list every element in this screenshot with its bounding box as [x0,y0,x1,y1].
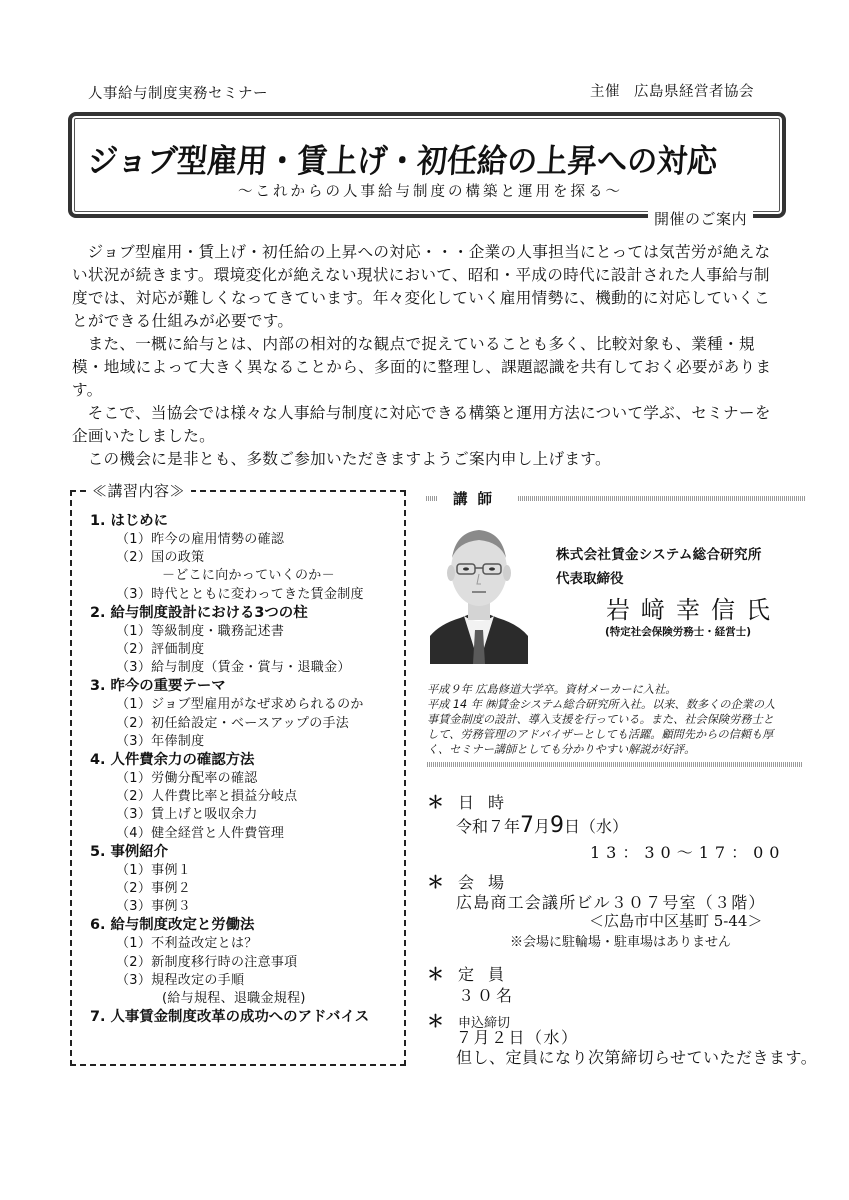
intro-paragraph: この機会に是非とも、多数ご参加いただきますようご案内申し上げます。 [87,450,611,468]
event-time: 13：30～17：00 [590,843,786,862]
asterisk-icon: ＊ [427,965,444,985]
bio-line: 平成９年 広島修道大学卒。資材メーカーに入社。 [427,683,677,696]
program-section-heading: 7. 人事賃金制度改革の成功へのアドバイス [90,1009,370,1026]
program-item: （3）事例３ [116,899,192,915]
date-heading [427,788,518,813]
deadline-label: 申込締切 [458,1016,511,1031]
organizer [590,80,754,101]
intro-paragraph: また、一概に給与とは、内部の相対的な観点で捉えていることも多く、比較対象も、業種・規模・地域によって大きく異なることから、多面的に整理し、課題認識を共有しておく必要があります。 [72,335,772,399]
program-section-heading: 1. はじめに [90,513,169,529]
program-section-heading: 2. 給与制度設計における3つの柱 [90,604,308,621]
deadline-note: 但し、定員になり次第締切らせていただきます。 [456,1048,818,1067]
page-title: ジョブ型雇用・賃上げ・初任給の上昇への対応 [86,142,719,181]
lecturer-company: 株式会社賃金システム総合研究所 [556,547,762,563]
program-item-continuation: (給与規程、退職金規程) [162,991,306,1007]
program-item: （2）事例２ [116,881,192,897]
asterisk-icon: ＊ [427,793,444,813]
bio-line: して、労務管理のアドバイザーとしても活躍。顧問先からの信頼も厚 [427,728,774,741]
organizer-label: 主催 [590,84,620,100]
portrait-image [430,518,528,664]
page-subtitle: ～これからの人事給与制度の構築と運用を探る～ [238,184,623,200]
program-section-heading: 4. 人件費余力の確認方法 [90,752,255,769]
program-section-heading: 6. 給与制度改定と労働法 [90,917,255,934]
program-item: （2）人件費比率と損益分岐点 [116,789,298,805]
lecturer-role: 代表取締役 [556,571,624,587]
program-item: （2）初任給設定・ベースアップの手法 [116,715,350,731]
bio-line: く、セミナー講師としても分かりやすい解説が好評。 [427,743,696,756]
capacity-heading [427,960,518,985]
capacity-label: 定員 [458,965,519,984]
date-day-unit: 日 [564,817,581,836]
date-month-unit: 月 [534,817,551,836]
program-item: （1）昨今の雇用情勢の確認 [116,532,285,547]
seminar-series-label: 人事給与制度実務セミナー [88,86,268,102]
deadline-date: ７月２日（水） [456,1028,579,1047]
lecturer-label: 講師 [453,491,502,508]
date-weekday: （水） [580,817,629,836]
program-item: （3）規程改定の手順 [116,972,245,988]
program-section-heading: 5. 事例紹介 [90,843,169,860]
lecturer-qualifications: (特定社会保険労務士・経営士) [605,626,752,638]
date-era: 令和７年 [456,817,521,836]
program-item: （2）新制度移行時の注意事項 [116,954,298,970]
program-section-heading: 3. 昨今の重要テーマ [90,678,226,695]
program-item: （3）給与制度（賃金・賞与・退職金） [116,660,351,676]
program-item: （1）事例１ [116,862,192,878]
program-item: （1）労働分配率の確認 [116,771,258,787]
program-item: （1）等級制度・職務記述書 [116,623,285,639]
program-title: ≪講習内容≫ [86,480,191,501]
pattern-divider [427,762,803,767]
program-list [90,512,400,1027]
asterisk-icon: ＊ [427,873,444,893]
venue-label: 会場 [458,873,519,892]
date-label: 日時 [458,793,519,812]
notice-label: 開催のご案内 [648,208,753,229]
organizer-name: 広島県経営者協会 [634,84,754,100]
date-day: 9 [550,813,565,838]
program-item-continuation: －どこに向かっていくのか－ [162,568,335,584]
program-item: （1）不利益改定とは？ [116,936,258,952]
asterisk-icon: ＊ [427,1012,444,1032]
program-item: （2）国の政策 [116,550,205,566]
intro-paragraph: ジョブ型雇用・賃上げ・初任給の上昇への対応・・・企業の人事担当にとっては気苦労が絶えない状況が続きます。環境変化が絶えない現状において、昭和・平成の時代に設計された人事給与制度では、対応が難しくなってきています。年々変化していく雇用情勢に、機動的に対応していくことができる仕組みが必要です。 [72,243,771,330]
program-item: （3）時代とともに変わってきた賃金制度 [116,586,364,602]
event-date [456,813,628,838]
intro-text [72,241,782,471]
program-item: （3）賃上げと吸収余力 [116,807,258,823]
bio-line: 平成 14 年 ㈱賃金システム総合研究所入社。以来、数多くの企業の人 [427,698,776,711]
pattern-rule [426,496,438,501]
program-item: （3）年俸制度 [116,733,205,749]
program-item: （4）健全経営と人件費管理 [116,825,285,841]
venue-address: ＜広島市中区基町 5-44＞ [589,912,763,930]
pattern-rule [518,496,806,501]
intro-paragraph: そこで、当協会では様々な人事給与制度に対応できる構築と運用方法について学ぶ、セミナーを企画いたしました。 [72,404,771,445]
bio-line: 事賃金制度の設計、導入支援を行っている。また、社会保険労務士と [427,713,774,726]
date-month: 7 [520,813,535,838]
lecturer-bio [427,682,807,757]
venue-parking-note: ※会場に駐輪場・駐車場はありません [510,935,732,950]
program-item: （1）ジョブ型雇用がなぜ求められるのか [116,697,364,713]
program-item: （2）評価制度 [116,642,205,658]
capacity-value: ３０名 [458,986,516,1005]
venue-name: 広島商工会議所ビル３０７号室（３階） [456,893,766,912]
lecturer-photo [430,518,528,664]
lecturer-name: 岩﨑幸信氏 [606,596,781,624]
